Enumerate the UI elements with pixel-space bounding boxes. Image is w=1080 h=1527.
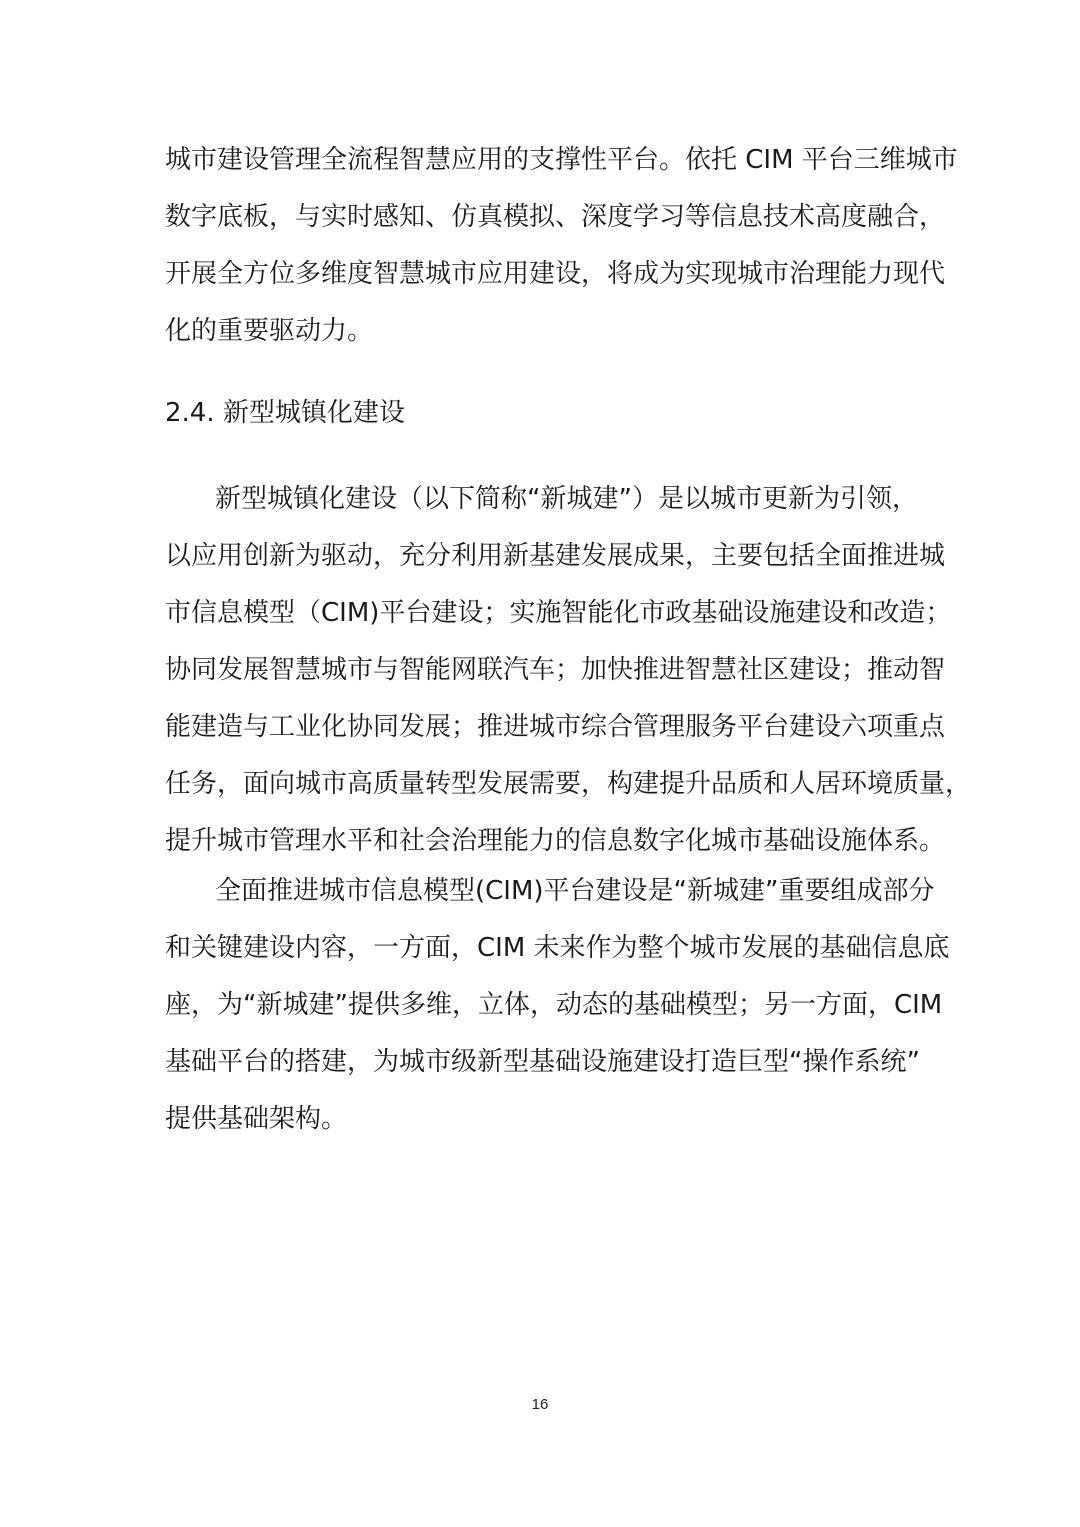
body-text-line: 座，为“新城建”提供多维，立体，动态的基础模型；另一方面，CIM (165, 990, 943, 1020)
body-text-line: 市信息模型（CIM)平台建设；实施智能化市政基础设施建设和改造； (165, 598, 952, 628)
body-text-line: 提升城市管理水平和社会治理能力的信息数字化城市基础设施体系。 (165, 826, 946, 856)
body-text-line: 数字底板，与实时感知、仿真模拟、深度学习等信息技术高度融合， (165, 202, 946, 232)
page-number: 16 (531, 1396, 549, 1413)
body-text-line: 任务，面向城市高质量转型发展需要，构建提升品质和人居环境质量， (165, 769, 972, 799)
body-text-line: 化的重要驱动力。 (165, 316, 374, 346)
body-text-line: 协同发展智慧城市与智能网联汽车；加快推进智慧社区建设；推动智 (165, 655, 946, 685)
body-text-line: 提供基础架构。 (165, 1104, 348, 1134)
body-text-line: 开展全方位多维度智慧城市应用建设，将成为实现城市治理能力现代 (165, 259, 946, 289)
body-text-line: 能建造与工业化协同发展；推进城市综合管理服务平台建设六项重点 (165, 712, 946, 742)
body-text-line: 新型城镇化建设（以下简称“新城建”）是以城市更新为引领， (215, 484, 918, 514)
body-text-line: 全面推进城市信息模型(CIM)平台建设是“新城建”重要组成部分 (215, 876, 935, 906)
body-text-line: 基础平台的搭建，为城市级新型基础设施建设打造巨型“操作系统” (165, 1047, 920, 1077)
body-text-line: 和关键建设内容，一方面，CIM 未来作为整个城市发展的基础信息底 (165, 933, 950, 963)
body-text-line: 城市建设管理全流程智慧应用的支撑性平台。依托 CIM 平台三维城市 (165, 145, 958, 175)
body-text-line: 以应用创新为驱动，充分利用新基建发展成果，主要包括全面推进城 (165, 541, 946, 571)
section-heading: 2.4. 新型城镇化建设 (165, 398, 405, 428)
